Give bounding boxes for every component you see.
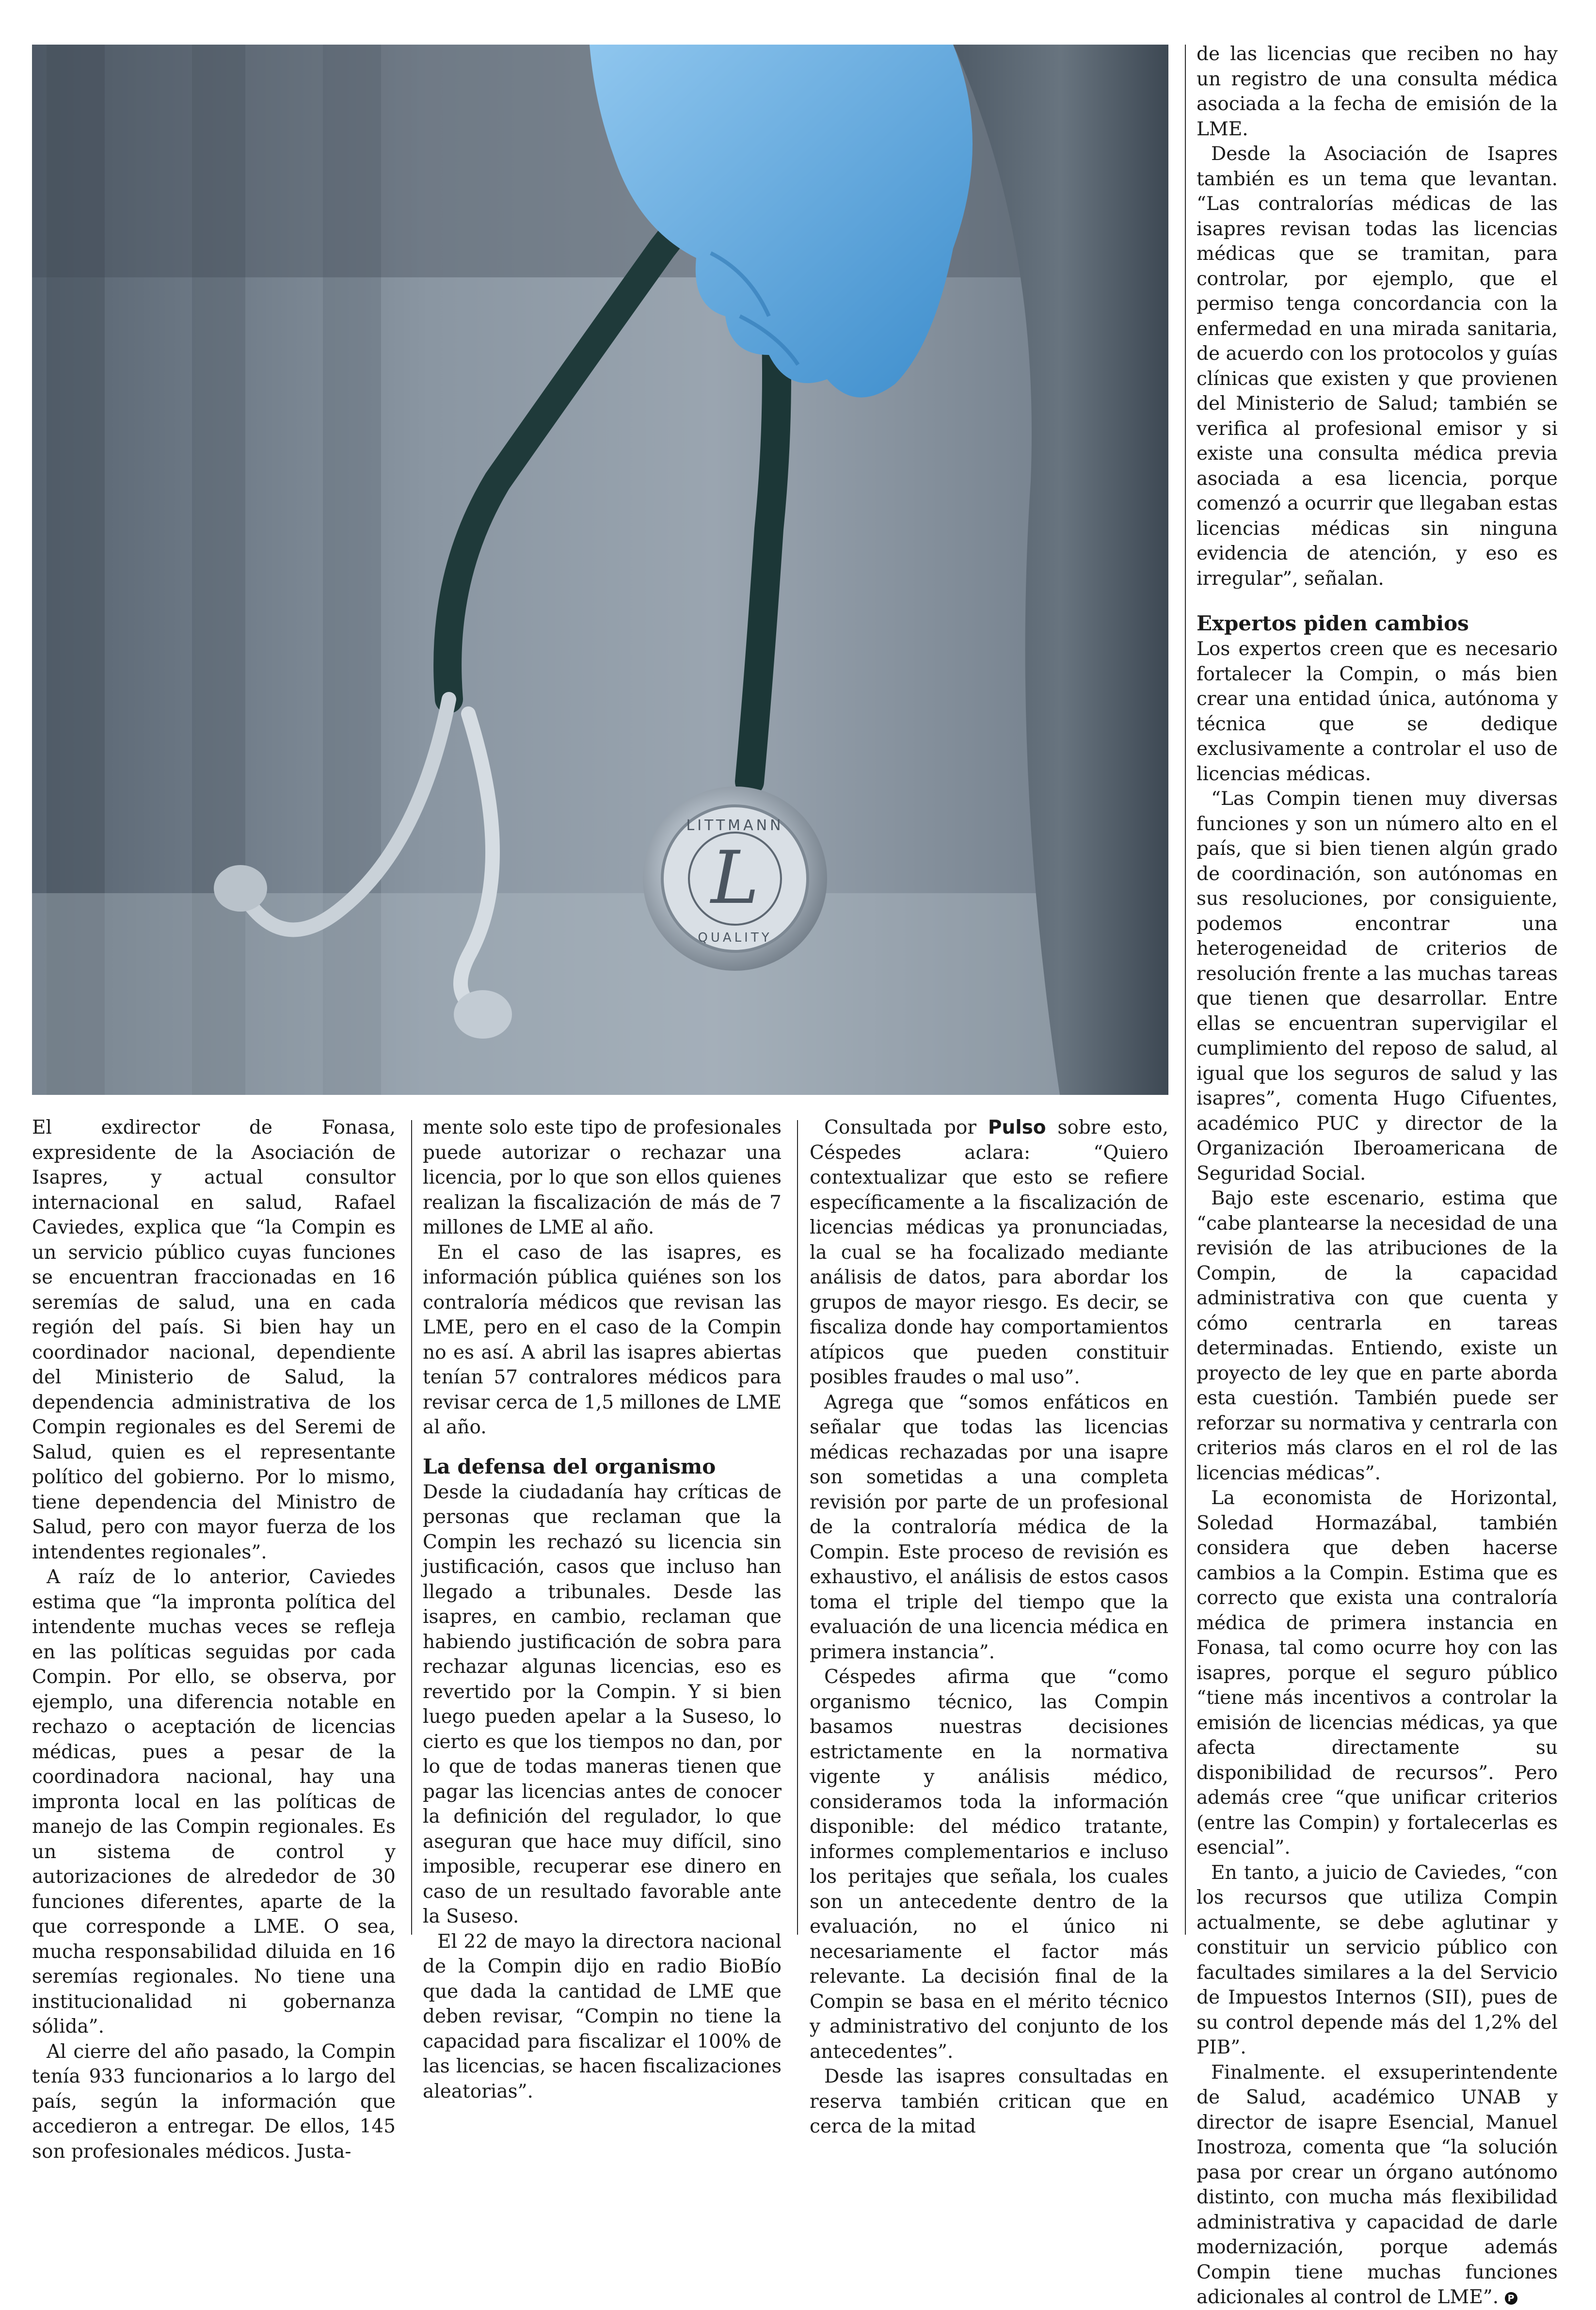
paragraph-text: Finalmente. el exsuperintendente de Salud, académico UNAB y director de isapre Esencial, Manuel Inostroza, comenta que “la solución pasa por crear un órgano autónomo distinto, con mucha más flexibilidad administrativa y capacidad de darle modernización, porque además Compin tiene muchas funciones adicionales al control de LME”. [1197,2061,1558,2308]
paragraph: A raíz de lo anterior, Caviedes estima que “la impronta política del intendente muchas veces se refleja en las políticas seguidas por cada Compin. Por ello, se observa, por ejemplo, una diferencia notable en rechazo o aceptación de licencias médicas, pues a pesar de la coordinadora nacional, hay una impronta local en las políticas de manejo de las Compin regionales. Es un sistema de control y autorizaciones de alrededor de 30 funciones diferentes, aparte de la que corresponde a LME. O sea, mucha responsabilidad diluida en 16 seremías regionales. No tiene una institucionalidad ni gobernanza sólida”. [32,1566,396,2037]
paragraph: mente solo este tipo de profesionales puede autorizar o rechazar una licencia, por lo que son ellos quienes realizan la fiscalización de más de 7 millones de LME al año. [423,1117,782,1238]
end-of-article-icon: P [1505,2292,1517,2305]
stethoscope-photo [32,45,1168,1095]
column-divider [797,1120,798,1935]
paragraph: Desde la Asociación de Isapres también es un tema que levantan. “Las contralorías médicas de las isapres revisan todas las licencias médicas que se tramitan, para controlar, por ejemplo, que el permiso tenga concordancia con la enfermedad en una mirada sanitaria, de acuerdo con los protocolos y guías clínicas que existen y que provienen del Ministerio de Salud; también se verifica al profesional emisor y si existe una consulta médica previa asociada a esa licencia, porque comenzó a ocurrir que llegaban estas licencias médicas sin ninguna evidencia de atención, y eso es irregular”, señalan. [1197,143,1558,590]
column-divider [1185,45,1186,1935]
svg-text:LITTMANN: LITTMANN [686,817,784,834]
paragraph [810,1115,1168,1390]
column-divider [411,1120,412,1935]
paragraph: La economista de Horizontal, Soledad Hormazábal, también considera que deben hacerse cambios a la Compin. Estima que es correcto que exista una contraloría médica de primera instancia en Fonasa, tal como ocurre hoy con las isapres, porque el seguro público “tiene más incentivos a controlar la emisión de licencias médicas, ya que afecta directamente su disponibilidad de recursos”. Pero además cree “que unificar criterios (entre las Compin) y fortalecerlas es esencial”. [1197,1487,1558,1859]
paragraph: Bajo este escenario, estima que “cabe plantearse la necesidad de una revisión de las atribuciones de la Compin, de la capacidad administrativa con que cuenta y cómo centrarla en tareas determinadas. Entiendo, existe un proyecto de ley que en parte aborda esta cuestión. También puede ser reforzar su normativa y centrarla con criterios más claros en el rol de las licencias médicas”. [1197,1187,1558,1484]
svg-text:L: L [711,836,759,920]
paragraph [1197,2060,1558,2310]
section-heading: Expertos piden cambios [1197,611,1469,635]
brand-pulso: Pulso [988,1117,1046,1139]
paragraph-text: sobre esto, Céspedes aclara: “Quiero contextualizar que esto se refiere específicamente a la fiscalización de licencias médicas ya pronunciadas, la cual se ha focalizado mediante análisis de datos, para abordar los grupos de mayor riesgo. Es decir, se fiscaliza donde hay comportamientos atípicos que pueden constituir posibles fraudes o mal uso”. [810,1117,1168,1388]
section-heading: La defensa del organismo [423,1454,716,1478]
column-1 [32,1115,396,2164]
paragraph: El 22 de mayo la directora nacional de la Compin dijo en radio BioBío que dada la cantidad de LME que deben revisar, “Compin no tiene la capacidad para fiscalizar el 100% de las licencias, se hacen fiscalizaciones aleatorias”. [423,1930,782,2102]
paragraph: Al cierre del año pasado, la Compin tenía 933 funcionarios a lo largo del país, según la información que accedieron a entregar. De ellos, 145 son profesionales médicos. Justa- [32,2040,396,2163]
paragraph: En el caso de las isapres, es información pública quiénes son los contraloría médicos que revisan las LME, pero en el caso de la Compin no es así. A abril las isapres abiertas tenían 57 contralores médicos para revisar cerca de 1,5 millones de LME al año. [423,1241,782,1438]
svg-text:QUALITY: QUALITY [698,930,772,945]
paragraph-lead: Consultada por [824,1117,977,1139]
column-3 [810,1115,1168,2139]
photo-illustration [32,45,1168,1095]
paragraph: Desde las isapres consultadas en reserva también critican que en cerca de la mitad [810,2066,1168,2137]
paragraph: Agrega que “somos enfáticos en señalar que todas las licencias médicas rechazadas por una isapre son sometidas a una completa revisión por parte de un profesional de la contraloría médica de la Compin. Este proceso de revisión es exhaustivo, el análisis de estos casos toma el triple del tiempo que la evaluación de una licencia médica en primera instancia”. [810,1391,1168,1663]
paragraph: El exdirector de Fonasa, expresidente de la Asociación de Isapres, y actual consultor internacional en salud, Rafael Caviedes, explica que “la Compin es un servicio público cuyas funciones se encuentran fraccionadas en 16 seremías de salud, una en cada región del país. Si bien hay un coordinador nacional, dependiente del Ministerio de Salud, la dependencia administrativa de los Compin regionales es del Seremi de Salud, quien es el representante político del gobierno. Por lo mismo, tiene dependencia del Ministro de Salud, pero con mayor fuerza de los intendentes regionales”. [32,1117,396,1563]
paragraph: “Las Compin tienen muy diversas funciones y son un número alto en el país, que si bien tienen algún grado de coordinación, son autónomas en sus resoluciones, por consiguiente, podemos encontrar una heterogeneidad de criterios de resolución frente a las muchas tareas que tienen que desarrollar. Entre ellas se encuentran supervigilar el cumplimiento del reposo de salud, al igual que los seguros de salud y las isapres”, comenta Hugo Cifuentes, académico PUC y director de la Organización Iberoamericana de Seguridad Social. [1197,788,1558,1185]
paragraph: En tanto, a juicio de Caviedes, “con los recursos que utiliza Compin actualmente, se debe aglutinar y constituir un servicio público con facultades similares a la del Servicio de Impuestos Internos (SII), pues de su control depende más del 1,2% del PIB”. [1197,1861,1558,2058]
paragraph: Los expertos creen que es necesario fortalecer la Compin, o más bien crear una entidad única, autónoma y técnica que se dedique exclusivamente a controlar el uso de licencias médicas. [1197,638,1558,785]
paragraph: de las licencias que reciben no hay un registro de una consulta médica asociada a la fecha de emisión de la LME. [1197,43,1558,140]
column-2 [423,1115,782,2104]
column-4 [1197,42,1558,2310]
paragraph: Céspedes afirma que “como organismo técnico, las Compin basamos nuestras decisiones estrictamente en la normativa vigente y análisis médico, consideramos toda la información disponible: del médico tratante, informes complementarios e incluso los peritajes que señala, los cuales son un antecedente dentro de la evaluación, no el único ni necesariamente el factor más relevante. La decisión final de la Compin se basa en el mérito técnico y administrativo del conjunto de los antecedentes”. [810,1666,1168,2063]
paragraph: Desde la ciudadanía hay críticas de personas que reclaman que la Compin les rechazó su licencia sin justificación, casos que incluso han llegado a tribunales. Desde las isapres, en cambio, reclaman que habiendo justificación de sobra para rechazar algunas licencias, eso es revertido por la Compin. Y si bien luego pueden apelar a la Suseso, lo cierto es que los tiempos no dan, por lo que de todas maneras tienen que pagar las licencias antes de conocer la definición del regulador, lo que aseguran que hace muy difícil, sino imposible, recuperar ese dinero en caso de un resultado favorable ante la Suseso. [423,1481,782,1927]
